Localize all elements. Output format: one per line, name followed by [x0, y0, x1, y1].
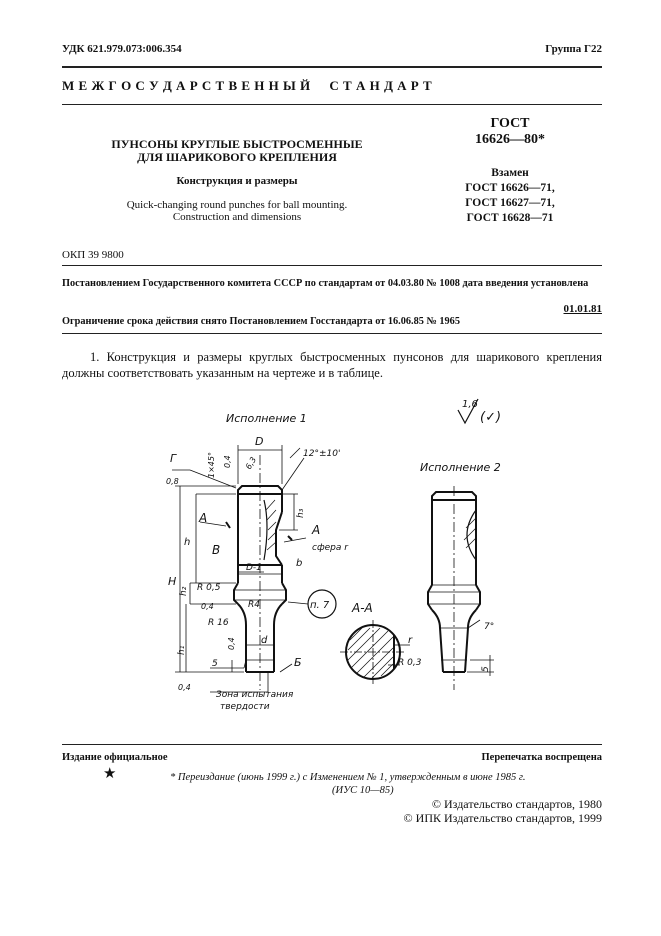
group-code: Группа Г22 [545, 43, 602, 55]
gost-number: 16626—80* [475, 132, 545, 147]
replaces-block [430, 166, 590, 226]
label-r03: R 0,3 [398, 658, 422, 668]
restriction-line: Ограничение срока действия снято Постановлением Госстандарта от 16.06.85 № 1965 [62, 316, 460, 327]
doc-title [62, 138, 412, 164]
english-line1: Quick-changing round punches for ball mounting. [126, 199, 348, 211]
label-r16: R 16 [208, 618, 229, 628]
label-five: 5 [212, 659, 218, 669]
gost-block [440, 116, 580, 148]
label-d-minus-1: D-1 [246, 563, 262, 573]
title-line2: ДЛЯ ШАРИКОВОГО КРЕПЛЕНИЯ [137, 150, 337, 164]
reissue-note: * Переиздание (июнь 1999 г.) с Изменением № 1, утвержденным в июне 1985 г. [170, 772, 526, 783]
header-rule [62, 104, 602, 105]
official-edition: Издание официальное [62, 752, 168, 763]
label-d-lower: d [261, 635, 268, 646]
footer-rule [62, 744, 602, 745]
label-c1: 6,3 [243, 455, 259, 471]
label-zone1: Зона испытания [216, 690, 294, 700]
english-line2: Construction and dimensions [172, 211, 302, 223]
section-a-a [340, 601, 422, 684]
replaces-item: ГОСТ 16627—71, [465, 197, 555, 209]
label-g: Г [170, 452, 177, 465]
label-h-total: H [168, 575, 177, 588]
label-d-upper: D [255, 435, 264, 448]
ius-note: (ИУС 10—85) [332, 785, 394, 796]
label-r4: R4 [248, 600, 260, 610]
label-h2: h₂ [179, 586, 189, 596]
version1-labels [166, 435, 349, 712]
label-section-aa: А-А [352, 601, 373, 615]
label-seven-deg: 7° [484, 622, 495, 632]
okp-code: ОКП 39 9800 [62, 249, 124, 261]
title-line1: ПУНСОНЫ КРУГЛЫЕ БЫСТРОСМЕННЫЕ [111, 137, 363, 151]
paragraph-1: 1. Конструкция и размеры круглых быстросменных пунсонов для шарикового крепления должны соответствовать указанным на чертеже и в таблице. [62, 350, 602, 380]
label-r05: R 0,5 [197, 583, 221, 593]
roughness-paren: (✓) [480, 410, 502, 425]
doc-subtitle: Конструкция и размеры [176, 175, 298, 187]
label-five-v2: 5 [481, 666, 491, 672]
replaces-label: Взамен [491, 167, 529, 179]
label-b: b [296, 558, 303, 569]
label-c04c: 0,4 [178, 683, 191, 692]
label-r08: 0,8 [166, 477, 179, 486]
intro-date: 01.01.81 [563, 303, 602, 315]
technical-drawing [0, 380, 661, 720]
label-zone2: твердости [220, 702, 270, 712]
roughness-value: 1,6 [462, 399, 478, 410]
label-d1: 0,4 [223, 455, 232, 468]
label-b-bottom: Б [294, 656, 302, 669]
label-angle: 12°±10' [303, 449, 341, 459]
label-chamfer: 1×45° [207, 452, 216, 478]
decree-line: Постановлением Государственного комитета СССР по стандартам от 04.03.80 № 1008 дата введения установлена [62, 278, 589, 289]
label-b-view: В [212, 543, 221, 557]
restriction-rule [62, 333, 602, 334]
star-icon: ★ [103, 764, 117, 782]
label-h3: h₃ [296, 508, 306, 518]
udk-code: УДК 621.979.073:006.354 [62, 43, 182, 55]
label-h: h [184, 537, 191, 548]
okp-rule [62, 265, 602, 266]
label-section-a-right: А [312, 523, 321, 537]
label-c04b: 0,4 [227, 637, 236, 650]
label-h1: h₁ [177, 645, 187, 655]
standard-type: М Е Ж Г О С У Д А Р С Т В Е Н Н Ы Й С Т А Н Д А Р Т [62, 78, 433, 93]
label-p7: п. 7 [310, 600, 330, 611]
label-c04: 0,4 [201, 602, 214, 611]
label-sphere: сфера r [312, 543, 348, 553]
replaces-item: ГОСТ 16628—71 [466, 212, 554, 224]
english-title [62, 199, 412, 223]
label-r: r [408, 635, 413, 646]
punch-version2 [428, 486, 494, 690]
copyright-1999: © ИПК Издательство стандартов, 1999 [403, 811, 602, 825]
version1-label: Исполнение 1 [226, 412, 307, 425]
replaces-item: ГОСТ 16626—71, [465, 182, 555, 194]
reprint-notice: Перепечатка воспрещена [481, 752, 602, 763]
label-section-a-left: А [199, 511, 208, 525]
gost-label: ГОСТ [490, 116, 530, 131]
top-rule [62, 66, 602, 68]
copyright-1980: © Издательство стандартов, 1980 [431, 797, 602, 811]
version2-label: Исполнение 2 [420, 461, 501, 474]
